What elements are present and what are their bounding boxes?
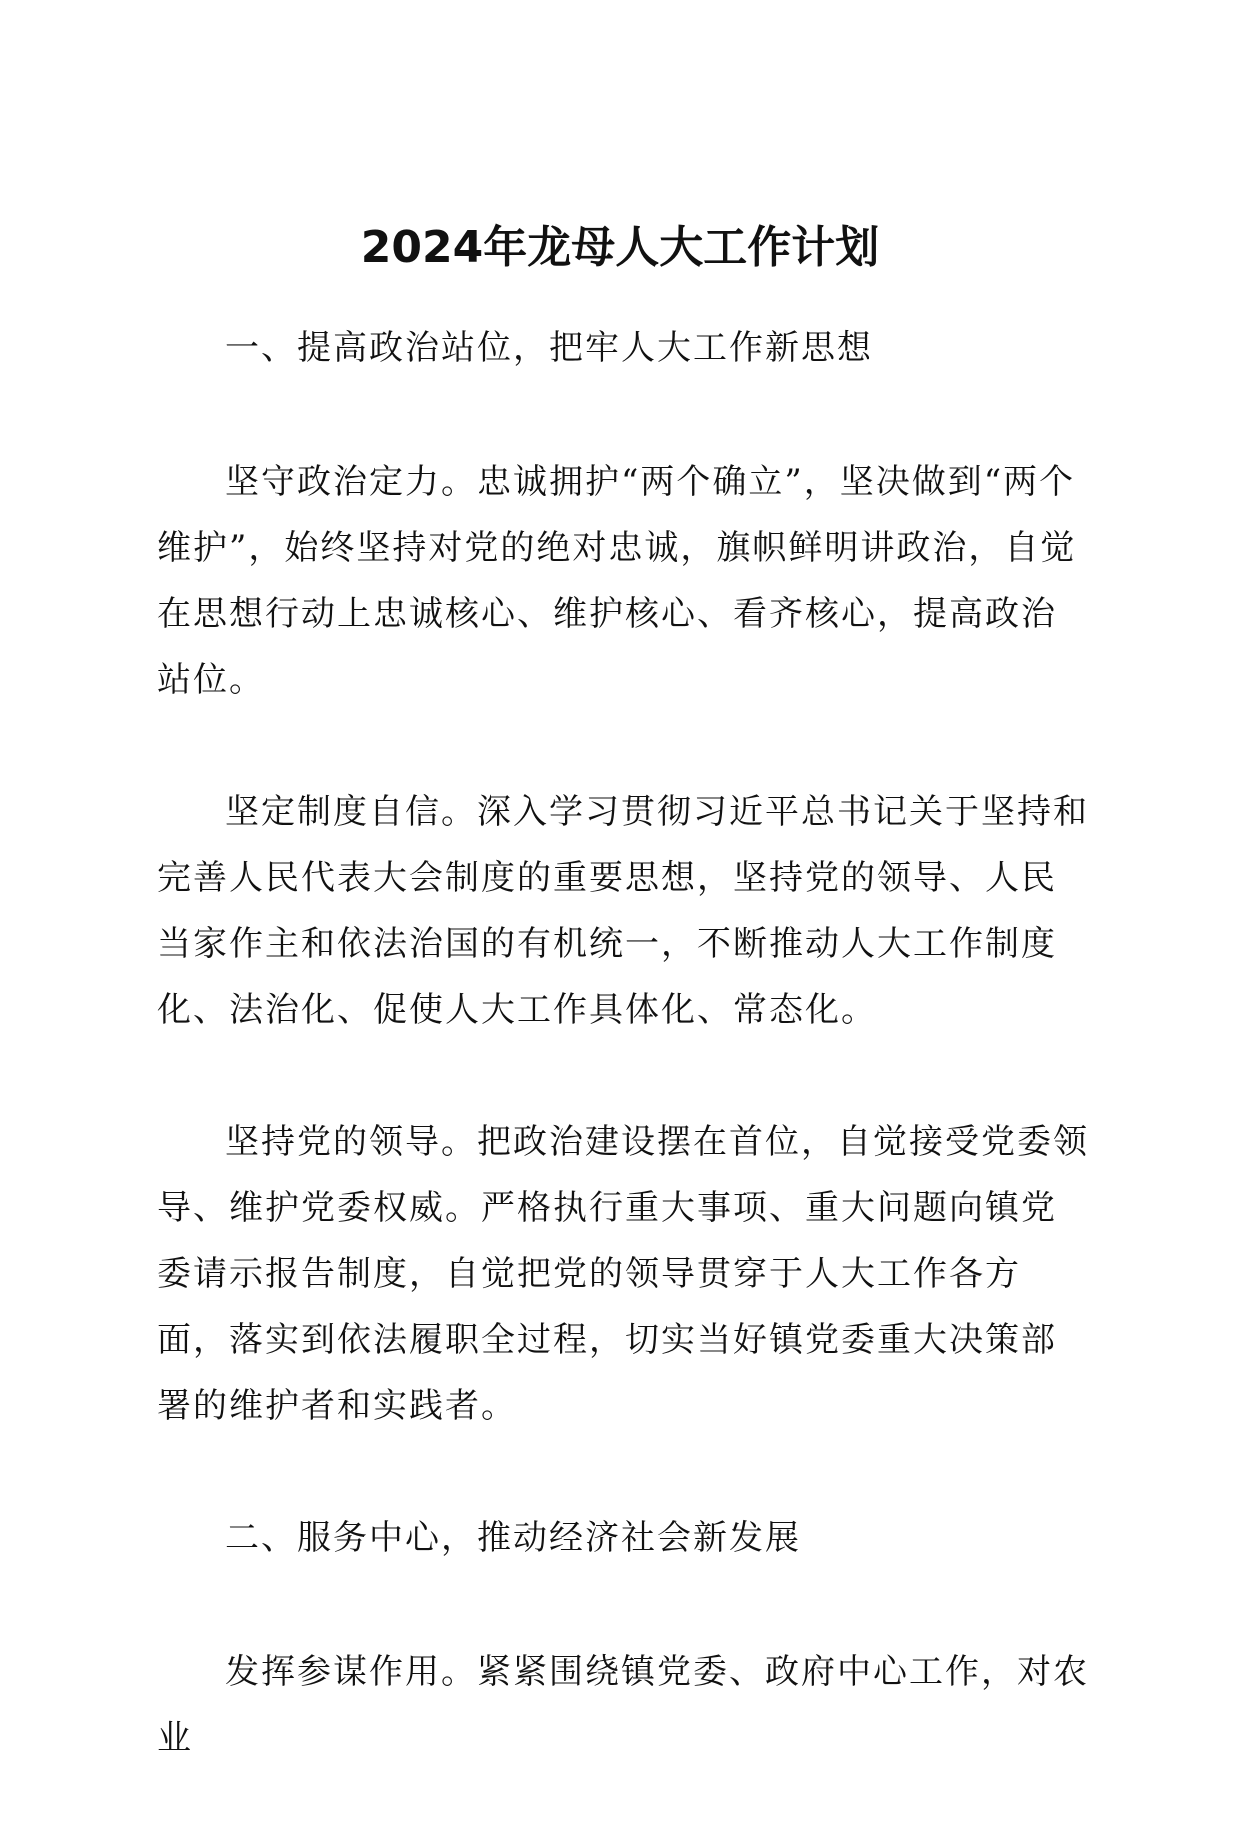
paragraph-political-resolve: 坚守政治定力。忠诚拥护“两个确立”，坚决做到“两个维护”，始终坚持对党的绝对忠诚，旗帜鲜明讲政治，自觉在思想行动上忠诚核心、维护核心、看齐核心，提高政治站位。 xyxy=(157,462,1077,700)
paragraph-party-leadership: 坚持党的领导。把政治建设摆在首位，自觉接受党委领导、维护党委权威。严格执行重大事项、重大问题向镇党委请示报告制度，自觉把党的领导贯穿于人大工作各方面，落实到依法履职全过程，切实当好镇党委重大决策部署的维护者和实践者。 xyxy=(157,1122,1089,1426)
paragraph-institutional-confidence: 坚定制度自信。深入学习贯彻习近平总书记关于坚持和完善人民代表大会制度的重要思想，坚持党的领导、人民当家作主和依法治国的有机统一，不断推动人大工作制度化、法治化、促使人大工作具体化、常态化。 xyxy=(157,792,1089,1030)
document-body xyxy=(157,315,1092,1837)
paragraph-advisory-role: 发挥参谋作用。紧紧围绕镇党委、政府中心工作，对农业 xyxy=(157,1652,1089,1758)
section-heading-1: 一、提高政治站位，把牢人大工作新思想 xyxy=(225,328,873,368)
document-title: 2024年龙母人大工作计划 xyxy=(360,222,880,273)
section-heading-2: 二、服务中心，推动经济社会新发展 xyxy=(225,1518,801,1558)
